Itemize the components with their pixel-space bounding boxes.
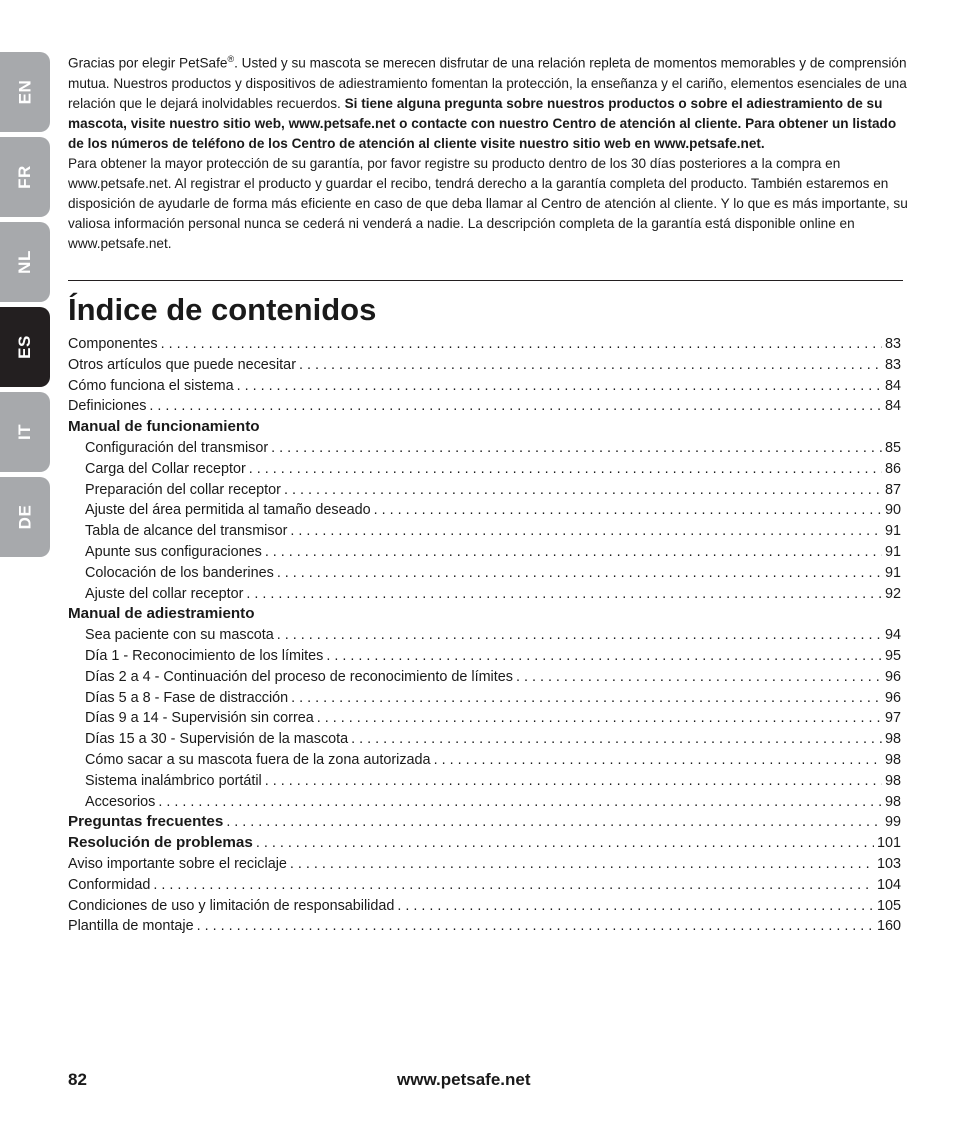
toc-entry-page: 99 [884, 814, 901, 831]
toc-entry[interactable] [68, 708, 901, 729]
toc-entry[interactable] [68, 771, 901, 792]
toc-entry[interactable] [68, 625, 901, 646]
toc-leader-dots [246, 584, 882, 605]
lang-tab-label: FR [14, 165, 34, 189]
lang-tab-label: DE [15, 504, 34, 530]
toc-leader-dots [326, 646, 882, 667]
toc-entry-page: 96 [884, 689, 901, 706]
table-of-contents [68, 334, 901, 937]
toc-entry-label: Definiciones [68, 398, 147, 415]
toc-entry-label: Preguntas frecuentes [68, 813, 224, 831]
lang-tab-fr[interactable] [0, 137, 50, 217]
toc-entry[interactable] [68, 355, 901, 376]
toc-entry[interactable] [68, 854, 901, 875]
toc-entry-label: Accesorios [85, 793, 156, 810]
toc-entry-page: 98 [884, 731, 901, 748]
lang-tab-label: IT [14, 423, 34, 441]
toc-entry[interactable] [68, 750, 901, 771]
toc-entry-page: 87 [884, 481, 901, 498]
toc-leader-dots [265, 542, 882, 563]
toc-entry-label: Cómo sacar a su mascota fuera de la zona autorizada [85, 751, 431, 768]
toc-entry-page: 98 [884, 793, 901, 810]
lang-tab-es[interactable] [0, 307, 50, 387]
divider [68, 280, 903, 281]
toc-entry-label: Días 5 a 8 - Fase de distracción [85, 689, 289, 706]
intro-text-b: . Usted y su mascota se merecen disfrutar de una relación repleta de momentos memorables y de comprensión mutua. Nuestros productos y dispositivos de adiestramiento fomentan la protección, la enseñanza y el cariño, elementos esenciales de una relación que le dejará inolvidables recuerdos. [68, 55, 907, 111]
toc-entry-label: Carga del Collar receptor [85, 460, 246, 477]
intro-text [68, 49, 908, 254]
lang-tab-label: ES [15, 335, 34, 359]
toc-entry[interactable] [68, 833, 901, 854]
toc-leader-dots [271, 438, 882, 459]
toc-entry-label: Plantilla de montaje [68, 918, 194, 935]
toc-entry-label: Conformidad [68, 876, 151, 893]
toc-leader-dots [351, 729, 882, 750]
toc-entry-label: Sea paciente con su mascota [85, 627, 274, 644]
toc-entry[interactable] [68, 438, 901, 459]
intro-text-a: Gracias por elegir PetSafe [68, 55, 228, 71]
toc-leader-dots [226, 812, 882, 833]
toc-entry-page: 95 [884, 647, 901, 664]
toc-entry[interactable] [68, 646, 901, 667]
toc-entry-page: 98 [884, 772, 901, 789]
toc-entry-page: 83 [884, 336, 901, 352]
toc-leader-dots [149, 396, 882, 417]
toc-entry-page: 84 [884, 398, 901, 415]
toc-leader-dots [299, 355, 882, 376]
toc-entry-page: 94 [884, 627, 901, 644]
toc-entry[interactable] [68, 334, 901, 355]
footer-url[interactable]: www.petsafe.net [397, 1070, 531, 1089]
toc-leader-dots [277, 563, 882, 584]
toc-entry[interactable] [68, 500, 901, 521]
lang-tab-it[interactable] [0, 392, 50, 472]
toc-entry-page: 84 [884, 377, 901, 394]
toc-entry-page: 90 [884, 502, 901, 519]
toc-leader-dots [284, 480, 882, 501]
toc-leader-dots [291, 688, 882, 709]
toc-entry-label: Resolución de problemas [68, 834, 253, 852]
toc-leader-dots [158, 792, 882, 813]
toc-entry-label: Cómo funciona el sistema [68, 377, 234, 394]
toc-entry[interactable] [68, 916, 901, 937]
toc-entry-page: 97 [884, 710, 901, 727]
intro-paragraph-2: Para obtener la mayor protección de su garantía, por favor registre su producto dentro de los 30 días posteriores a la compra en www.petsafe.net. Al registrar el producto y guardar el recibo, tendrá derecho a la garantía completa del producto. También estaremos en disposición de ayudarle de forma más eficiente en caso de que deba llamar al Centro de atención al cliente. Y lo que es más importante, su valiosa información personal nunca se cederá ni venderá a nadie. La descripción completa de la garantía está disponible online en www.petsafe.net. [68, 155, 908, 251]
toc-entry-page: 91 [884, 523, 901, 540]
toc-entry-page: 98 [884, 751, 901, 768]
toc-entry[interactable] [68, 459, 901, 480]
toc-entry[interactable] [68, 896, 901, 917]
toc-entry [68, 417, 901, 438]
lang-tab-nl[interactable] [0, 222, 50, 302]
registered-mark: ® [227, 54, 235, 64]
toc-leader-dots [290, 854, 874, 875]
toc-leader-dots [265, 771, 882, 792]
toc-entry-label: Aviso importante sobre el reciclaje [68, 855, 287, 872]
toc-entry-page: 104 [876, 876, 901, 893]
toc-entry-label: Días 15 a 30 - Supervisión de la mascota [85, 731, 349, 748]
toc-entry-page: 86 [884, 460, 901, 477]
toc-leader-dots [256, 833, 874, 854]
toc-entry[interactable] [68, 542, 901, 563]
lang-tab-de[interactable] [0, 477, 50, 557]
toc-entry-label: Colocación de los banderines [85, 564, 274, 581]
toc-entry [68, 604, 901, 625]
page-number: 82 [68, 1070, 87, 1089]
toc-entry[interactable] [68, 376, 901, 397]
intro-paragraph-1 [68, 49, 908, 154]
lang-tab-label: EN [15, 79, 34, 105]
toc-title: Índice de contenidos [68, 292, 377, 327]
toc-leader-dots [197, 916, 874, 937]
toc-entry-label: Preparación del collar receptor [85, 481, 281, 498]
toc-entry[interactable] [68, 688, 901, 709]
toc-leader-dots [277, 625, 882, 646]
toc-section-heading: Manual de adiestramiento [68, 605, 255, 623]
lang-tab-en[interactable] [0, 52, 50, 132]
toc-entry-label: Días 2 a 4 - Continuación del proceso de reconocimiento de límites [85, 668, 513, 685]
toc-entry-label: Ajuste del área permitida al tamaño deseado [85, 502, 371, 519]
toc-leader-dots [397, 896, 874, 917]
toc-leader-dots [516, 667, 882, 688]
toc-leader-dots [161, 334, 882, 355]
toc-entry-page: 96 [884, 668, 901, 685]
toc-leader-dots [374, 500, 882, 521]
toc-entry-page: 160 [876, 918, 901, 935]
toc-entry-label: Condiciones de uso y limitación de responsabilidad [68, 897, 395, 914]
toc-entry-label: Componentes [68, 336, 158, 352]
toc-entry[interactable] [68, 812, 901, 833]
toc-entry[interactable] [68, 729, 901, 750]
toc-entry-page: 91 [884, 543, 901, 560]
toc-entry-page: 83 [884, 356, 901, 373]
toc-entry-label: Sistema inalámbrico portátil [85, 772, 262, 789]
toc-leader-dots [434, 750, 882, 771]
toc-entry-page: 92 [884, 585, 901, 602]
toc-entry[interactable] [68, 521, 901, 542]
toc-entry-page: 91 [884, 564, 901, 581]
toc-entry-label: Configuración del transmisor [85, 439, 269, 456]
toc-entry-page: 101 [876, 835, 901, 852]
toc-entry-label: Día 1 - Reconocimiento de los límites [85, 647, 324, 664]
lang-tab-label: NL [14, 250, 34, 274]
toc-entry-page: 105 [876, 897, 901, 914]
toc-section-heading: Manual de funcionamiento [68, 418, 260, 436]
toc-entry-label: Apunte sus configuraciones [85, 543, 262, 560]
toc-entry[interactable] [68, 584, 901, 605]
toc-entry[interactable] [68, 480, 901, 501]
toc-entry[interactable] [68, 667, 901, 688]
toc-entry-page: 85 [884, 439, 901, 456]
toc-entry[interactable] [68, 792, 901, 813]
toc-leader-dots [237, 376, 882, 397]
toc-entry[interactable] [68, 875, 901, 896]
toc-entry[interactable] [68, 396, 901, 417]
intro-bold-contact: Si tiene alguna pregunta sobre nuestros productos o sobre el adiestramiento de su mascota, visite nuestro sitio web, www.petsafe.net o contacte con nuestro Centro de atención al cliente. Para obtener un listado de los números de teléfono de los Centro de atención al cliente visite nuestro sitio web en www.petsafe.net. [68, 95, 897, 151]
toc-entry-label: Ajuste del collar receptor [85, 585, 244, 602]
toc-leader-dots [249, 459, 882, 480]
toc-entry[interactable] [68, 563, 901, 584]
toc-entry-label: Otros artículos que puede necesitar [68, 356, 296, 373]
toc-entry-label: Días 9 a 14 - Supervisión sin correa [85, 710, 314, 727]
toc-leader-dots [153, 875, 874, 896]
toc-leader-dots [290, 521, 882, 542]
toc-entry-page: 103 [876, 855, 901, 872]
toc-leader-dots [317, 708, 882, 729]
toc-entry-label: Tabla de alcance del transmisor [85, 523, 288, 540]
